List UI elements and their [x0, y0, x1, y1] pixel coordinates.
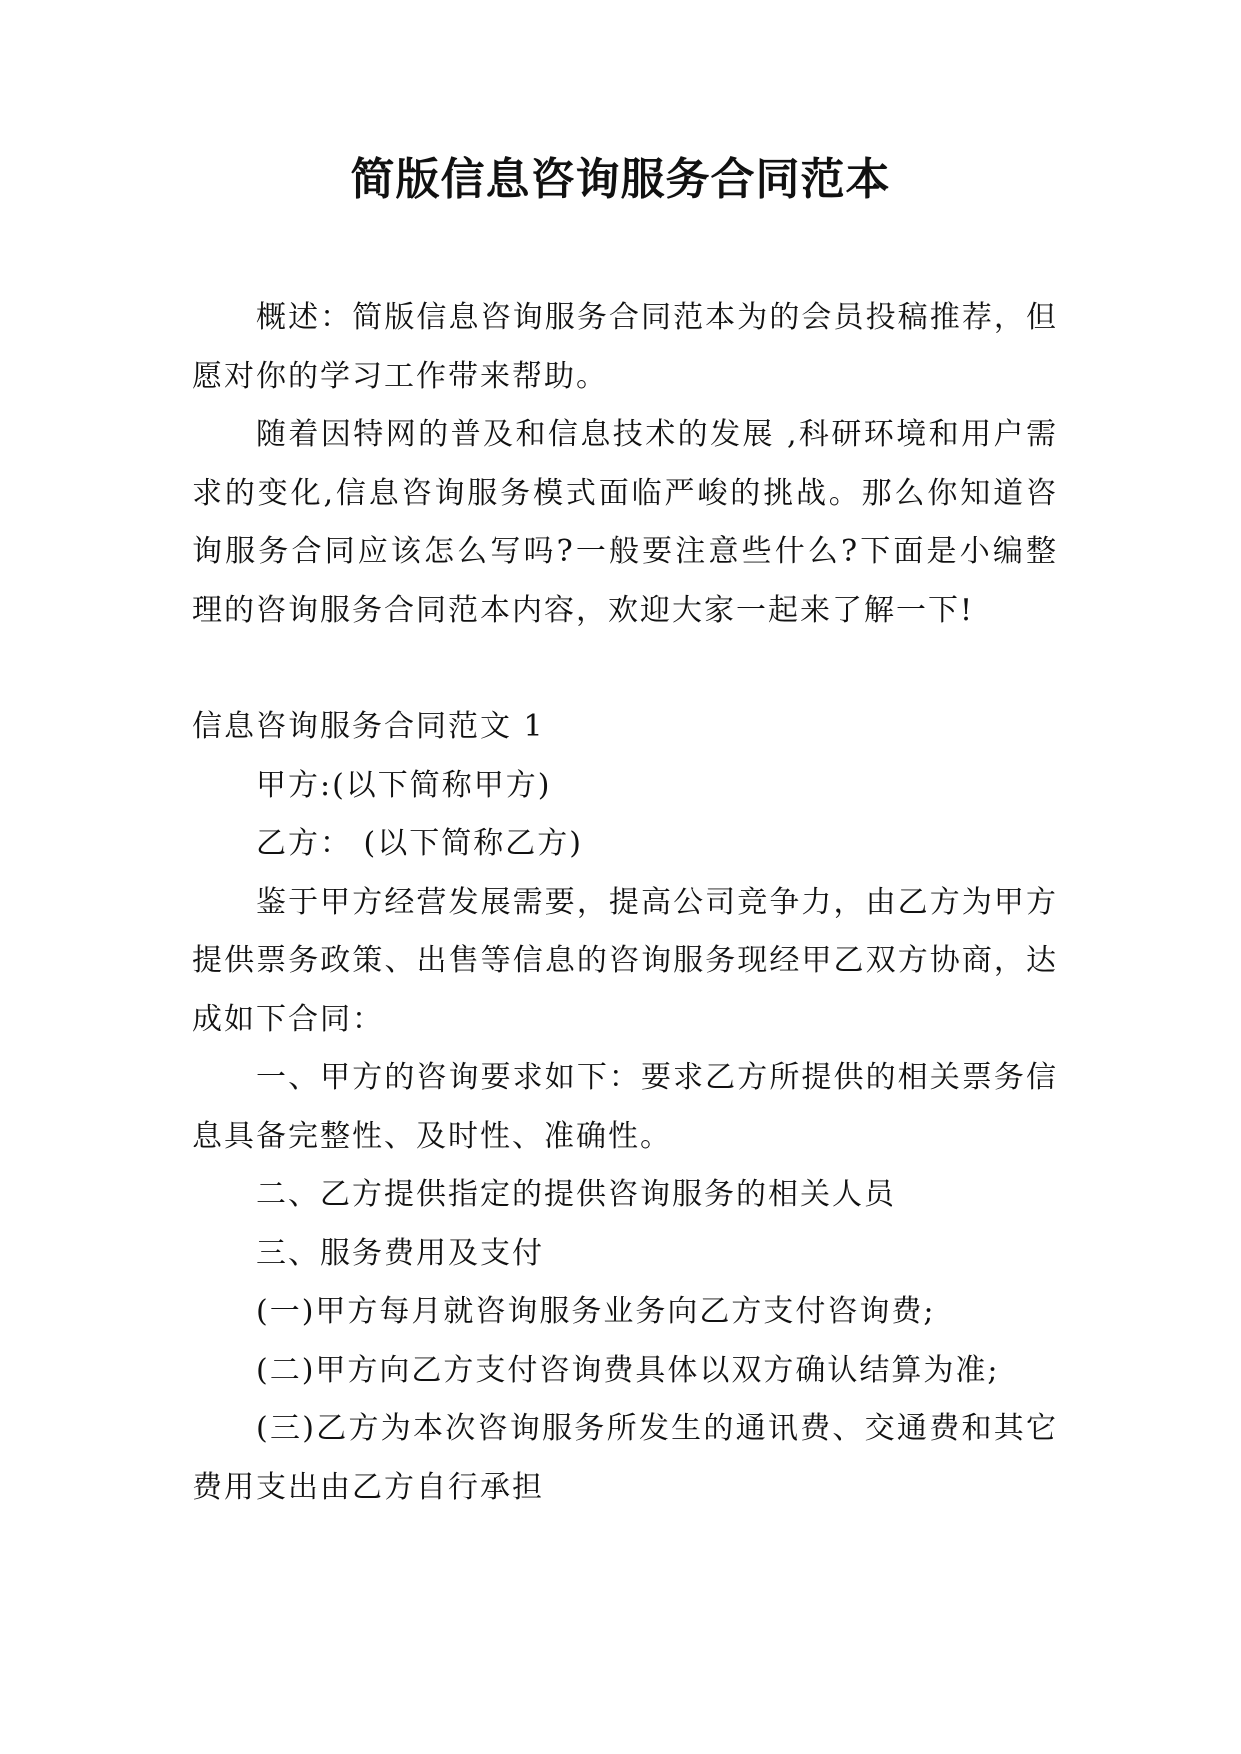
intro-paragraph-background: 随着因特网的普及和信息技术的发展 ,科研环境和用户需求的变化,信息咨询服务模式面临严峻的挑战。那么你知道咨询服务合同应该怎么写吗?一般要注意些什么?下面是小编整理的咨询服务合同范本内容，欢迎大家一起来了解一下! — [192, 417, 1058, 628]
document-title: 简版信息咨询服务合同范本 — [350, 154, 891, 205]
clause-2-personnel: 二、乙方提供指定的提供咨询服务的相关人员 — [256, 1177, 896, 1212]
document-body — [192, 289, 1058, 1517]
clause-preamble: 鉴于甲方经营发展需要，提高公司竞争力，由乙方为甲方提供票务政策、出售等信息的咨询服务现经甲乙双方协商，达成如下合同： — [192, 884, 1058, 1037]
clause-party-b: 乙方： (以下简称乙方) — [256, 826, 583, 861]
intro-paragraph-summary: 概述：简版信息咨询服务合同范本为的会员投稿推荐，但愿对你的学习工作带来帮助。 — [192, 300, 1058, 394]
clause-3-item-3: (三)乙方为本次咨询服务所发生的通讯费、交通费和其它费用支出由乙方自行承担 — [192, 1411, 1058, 1505]
clause-1-requirements: 一、甲方的咨询要求如下：要求乙方所提供的相关票务信息具备完整性、及时性、准确性。 — [192, 1060, 1058, 1154]
clause-party-a: 甲方:(以下简称甲方) — [256, 767, 552, 803]
clause-3-fees: 三、服务费用及支付 — [256, 1235, 544, 1271]
paragraph-gap — [192, 640, 1058, 698]
section-heading: 信息咨询服务合同范文 1 — [192, 709, 545, 744]
clause-3-item-2: (二)甲方向乙方支付咨询费具体以双方确认结算为准; — [256, 1352, 1000, 1388]
clause-3-item-1: (一)甲方每月就咨询服务业务向乙方支付咨询费; — [256, 1294, 936, 1329]
